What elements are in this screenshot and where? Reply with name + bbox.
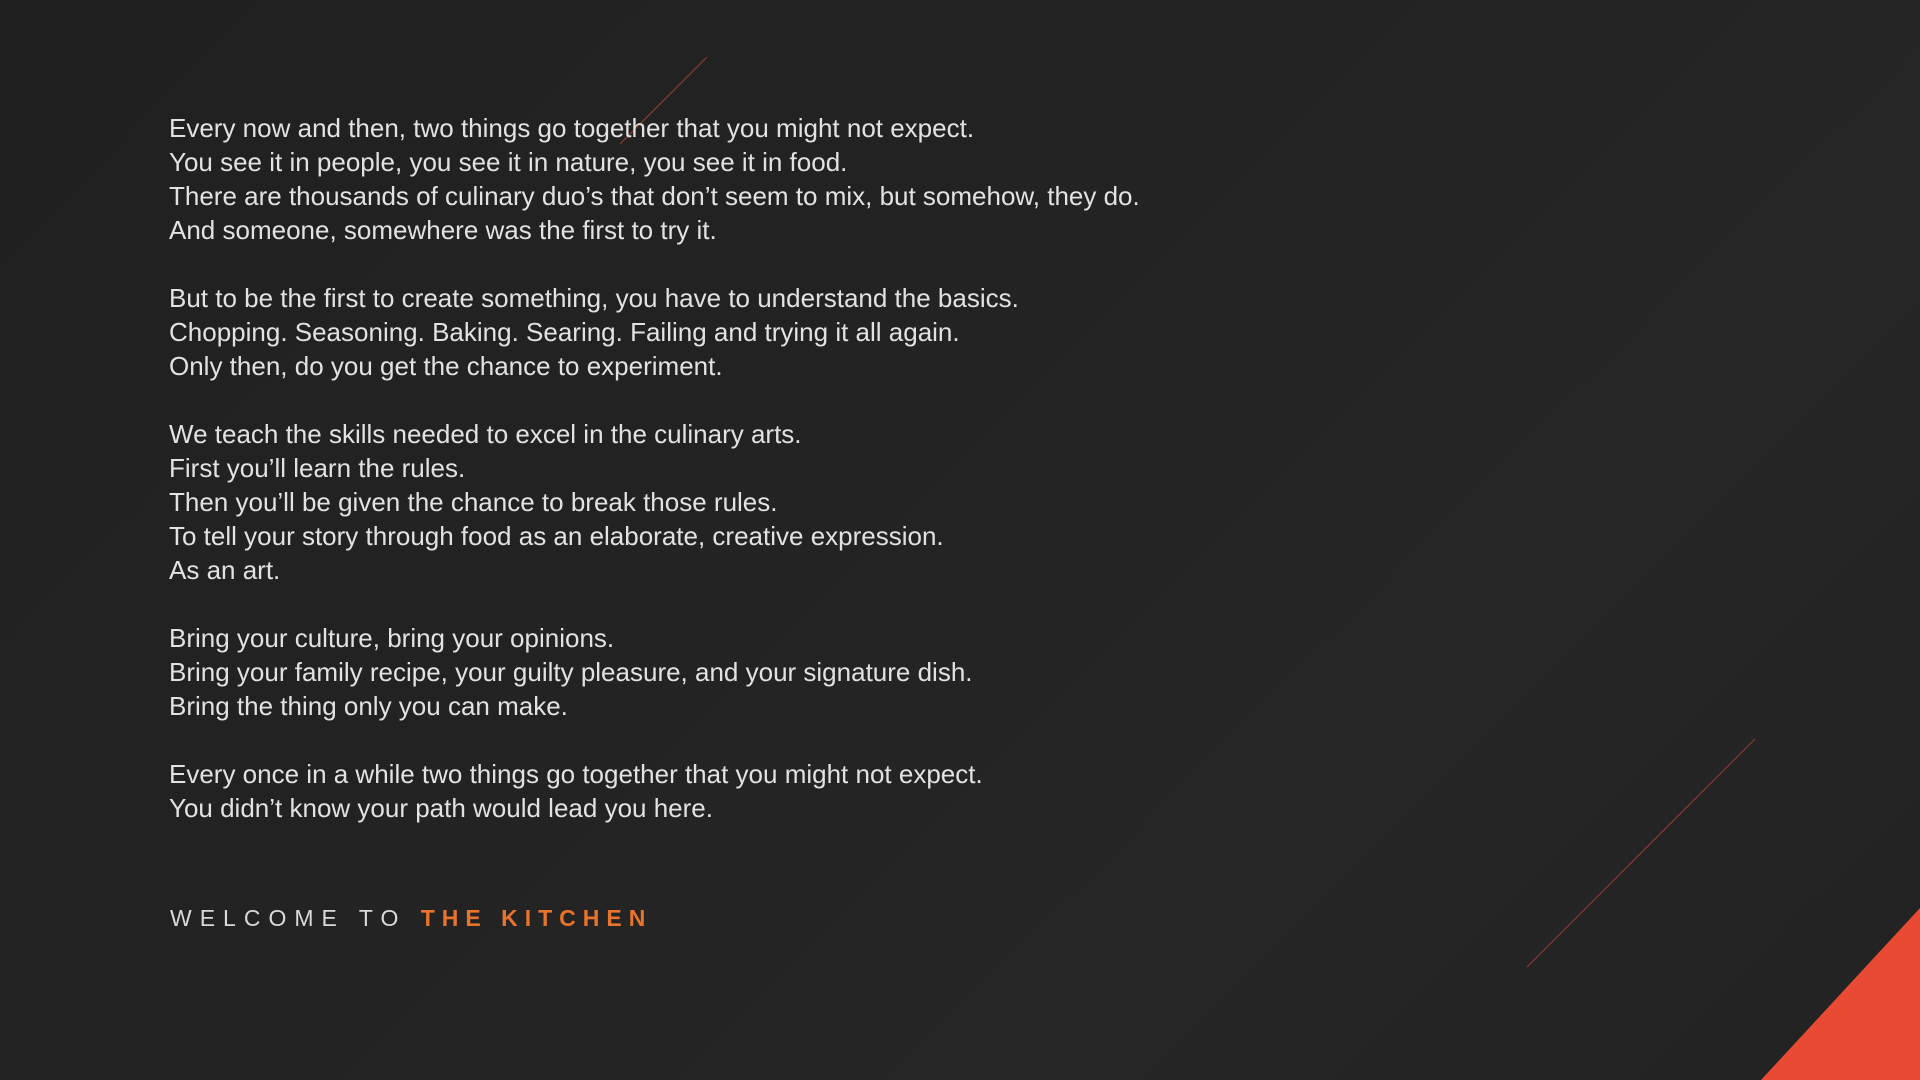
corner-triangle: [1761, 908, 1920, 1080]
text-line: There are thousands of culinary duo’s that don’t seem to mix, but somehow, they do.: [169, 181, 1140, 211]
text-line: You didn’t know your path would lead you here.: [169, 793, 713, 823]
text-line: To tell your story through food as an elaborate, creative expression.: [169, 521, 944, 551]
paragraph: [169, 757, 1569, 825]
text-line: First you’ll learn the rules.: [169, 453, 466, 483]
text-line: You see it in people, you see it in nature, you see it in food.: [169, 147, 848, 177]
welcome-tagline: [170, 905, 652, 932]
manifesto-text: [169, 111, 1569, 825]
text-line: As an art.: [169, 555, 281, 585]
text-line: We teach the skills needed to excel in the culinary arts.: [169, 419, 802, 449]
text-line: Bring the thing only you can make.: [169, 691, 568, 721]
welcome-prefix: WELCOME TO: [170, 905, 407, 931]
text-line: But to be the first to create something, you have to understand the basics.: [169, 283, 1019, 313]
paragraph: [169, 417, 1569, 587]
brand-name: THE KITCHEN: [420, 905, 653, 931]
paragraph: [169, 621, 1569, 723]
paragraph: [169, 111, 1569, 247]
text-line: Bring your culture, bring your opinions.: [169, 623, 615, 653]
text-line: Then you’ll be given the chance to break those rules.: [169, 487, 778, 517]
text-line: Only then, do you get the chance to experiment.: [169, 351, 723, 381]
text-line: Every once in a while two things go together that you might not expect.: [169, 759, 983, 789]
paragraph: [169, 281, 1569, 383]
text-line: Bring your family recipe, your guilty pleasure, and your signature dish.: [169, 657, 973, 687]
text-line: And someone, somewhere was the first to try it.: [169, 215, 717, 245]
text-line: Chopping. Seasoning. Baking. Searing. Failing and trying it all again.: [169, 317, 960, 347]
text-line: Every now and then, two things go together that you might not expect.: [169, 113, 975, 143]
